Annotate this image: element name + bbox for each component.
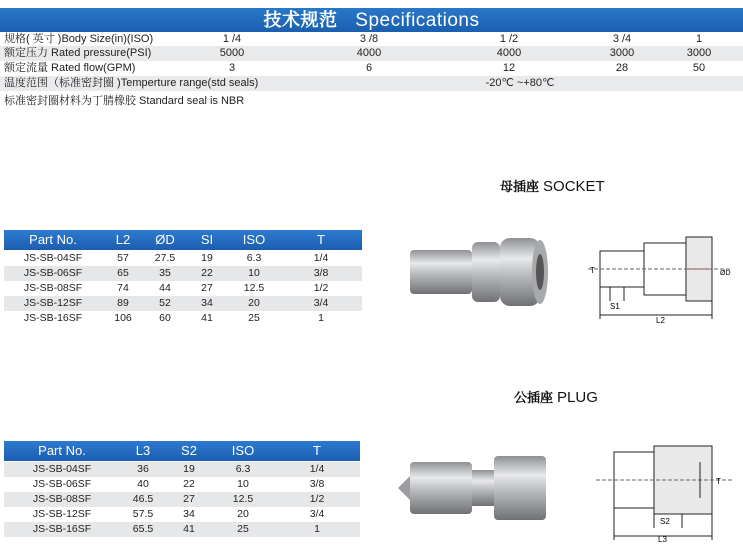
- socket-photo: [400, 228, 560, 312]
- spec-row-body-size: [0, 32, 743, 47]
- table-cell: JS-SB-06SF: [32, 478, 92, 490]
- spec-value: 6: [365, 62, 373, 74]
- column-header: ISO: [231, 443, 255, 458]
- table-cell: 1/4: [313, 252, 329, 264]
- table-cell: 35: [159, 267, 171, 279]
- spec-value: 5000: [219, 47, 245, 59]
- spec-row-flow: [0, 61, 743, 76]
- spec-row-pressure: [0, 46, 743, 61]
- table-row: [4, 522, 360, 537]
- spec-row-label: 规格( 英寸 )Body Size(in)(ISO): [4, 33, 154, 45]
- drawing-label-t: T: [590, 266, 595, 275]
- plug-heading-en: PLUG: [557, 389, 598, 406]
- table-cell: 20: [237, 508, 249, 520]
- table-cell: JS-SB-08SF: [23, 282, 83, 294]
- table-cell: 3/4: [313, 297, 329, 309]
- spec-value: 3 /4: [612, 33, 632, 45]
- table-cell: 41: [201, 312, 213, 324]
- table-cell: 41: [183, 523, 195, 535]
- spec-row-label: 额定压力 Rated pressure(PSI): [4, 47, 152, 59]
- table-cell: 1: [314, 523, 320, 535]
- drawing-label-t: T: [716, 477, 721, 486]
- table-cell: JS-SB-16SF: [23, 312, 83, 324]
- table-cell: 74: [117, 282, 129, 294]
- table-cell: 19: [201, 252, 213, 264]
- drawing-label-l3: L3: [658, 535, 667, 544]
- spec-value: 50: [692, 62, 706, 74]
- table-row: [4, 462, 360, 477]
- spec-row-temperature: [0, 76, 743, 91]
- table-row: [4, 311, 362, 326]
- table-cell: 34: [183, 508, 195, 520]
- column-header: Part No.: [29, 232, 77, 247]
- socket-table-header: [4, 230, 362, 250]
- table-cell: 20: [248, 297, 260, 309]
- spec-value: 1 /2: [499, 33, 519, 45]
- drawing-label-d: ØD: [720, 270, 731, 277]
- table-cell: 106: [114, 312, 132, 324]
- table-cell: 36: [137, 463, 149, 475]
- table-row: [4, 281, 362, 296]
- table-cell: 1/4: [309, 463, 325, 475]
- table-row: [4, 477, 360, 492]
- table-cell: 22: [183, 478, 195, 490]
- socket-heading-cn: 母插座: [500, 179, 540, 194]
- socket-heading-en: SOCKET: [543, 178, 605, 195]
- table-cell: 65: [117, 267, 129, 279]
- spec-row-seal: [0, 94, 743, 109]
- spec-title-bar: [0, 8, 743, 32]
- table-row: [4, 296, 362, 311]
- table-cell: 89: [117, 297, 129, 309]
- table-cell: 34: [201, 297, 213, 309]
- table-cell: 3/8: [309, 478, 325, 490]
- table-cell: 40: [137, 478, 149, 490]
- spec-value: 3000: [686, 47, 712, 59]
- table-cell: JS-SB-12SF: [32, 508, 92, 520]
- spec-value: 3: [228, 62, 236, 74]
- table-cell: 10: [248, 267, 260, 279]
- drawing-label-s1: S1: [610, 302, 620, 311]
- spec-row-label: 额定流量 Rated flow(GPM): [4, 62, 136, 74]
- table-cell: 6.3: [235, 463, 251, 475]
- plug-photo: [396, 446, 556, 530]
- spec-value: 4000: [356, 47, 382, 59]
- table-cell: 27: [183, 493, 195, 505]
- table-cell: 57.5: [132, 508, 154, 520]
- table-cell: JS-SB-12SF: [23, 297, 83, 309]
- table-cell: 22: [201, 267, 213, 279]
- table-cell: 12.5: [243, 282, 265, 294]
- table-cell: 27: [201, 282, 213, 294]
- spec-row-label: 标准密封圈材料为丁腈橡胶 Standard seal is NBR: [4, 95, 245, 107]
- table-cell: 25: [248, 312, 260, 324]
- spec-title-cn: 技术规范: [263, 10, 338, 30]
- plug-drawing: [592, 432, 738, 544]
- spec-value: 1 /4: [222, 33, 242, 45]
- table-cell: JS-SB-04SF: [23, 252, 83, 264]
- spec-value: 1: [695, 33, 703, 45]
- column-header: SI: [200, 232, 214, 247]
- table-row: [4, 507, 360, 522]
- table-cell: 46.5: [132, 493, 154, 505]
- drawing-label-l2: L2: [656, 316, 665, 325]
- table-cell: 25: [237, 523, 249, 535]
- spec-value: 3 /8: [359, 33, 379, 45]
- spec-value-temperature: -20℃ ~+80℃: [485, 77, 555, 89]
- spec-value: 3000: [609, 47, 635, 59]
- table-cell: JS-SB-04SF: [32, 463, 92, 475]
- spec-value: 28: [615, 62, 629, 74]
- plug-table-header: [4, 441, 360, 461]
- table-cell: 44: [159, 282, 171, 294]
- table-cell: 10: [237, 478, 249, 490]
- column-header: S2: [181, 443, 197, 458]
- spec-row-label: 温度范围（标准密封圈 )Temperture range(std seals): [4, 77, 259, 89]
- table-cell: 57: [117, 252, 129, 264]
- table-cell: 1: [318, 312, 324, 324]
- table-cell: 1/2: [309, 493, 325, 505]
- column-header: L3: [135, 443, 151, 458]
- table-cell: 6.3: [246, 252, 262, 264]
- column-header: ISO: [242, 232, 266, 247]
- table-cell: JS-SB-06SF: [23, 267, 83, 279]
- spec-value: 12: [502, 62, 516, 74]
- plug-heading: [514, 387, 598, 406]
- column-header: Part No.: [38, 443, 86, 458]
- table-row: [4, 266, 362, 281]
- table-cell: 19: [183, 463, 195, 475]
- table-cell: 60: [159, 312, 171, 324]
- spec-value: 4000: [496, 47, 522, 59]
- plug-heading-cn: 公插座: [514, 390, 554, 405]
- table-cell: 3/8: [313, 267, 329, 279]
- column-header: ØD: [155, 232, 175, 247]
- table-cell: JS-SB-16SF: [32, 523, 92, 535]
- column-header: L2: [115, 232, 131, 247]
- table-row: [4, 492, 360, 507]
- socket-drawing: [580, 225, 738, 325]
- table-cell: 52: [159, 297, 171, 309]
- table-cell: 27.5: [154, 252, 176, 264]
- table-cell: JS-SB-08SF: [32, 493, 92, 505]
- column-header: T: [317, 232, 325, 247]
- table-row: [4, 251, 362, 266]
- drawing-label-s2: S2: [660, 517, 670, 526]
- table-cell: 12.5: [232, 493, 254, 505]
- table-cell: 65.5: [132, 523, 154, 535]
- spec-title-en: Specifications: [355, 10, 480, 31]
- table-cell: 1/2: [313, 282, 329, 294]
- socket-heading: [500, 176, 605, 195]
- column-header: T: [313, 443, 321, 458]
- table-cell: 3/4: [309, 508, 325, 520]
